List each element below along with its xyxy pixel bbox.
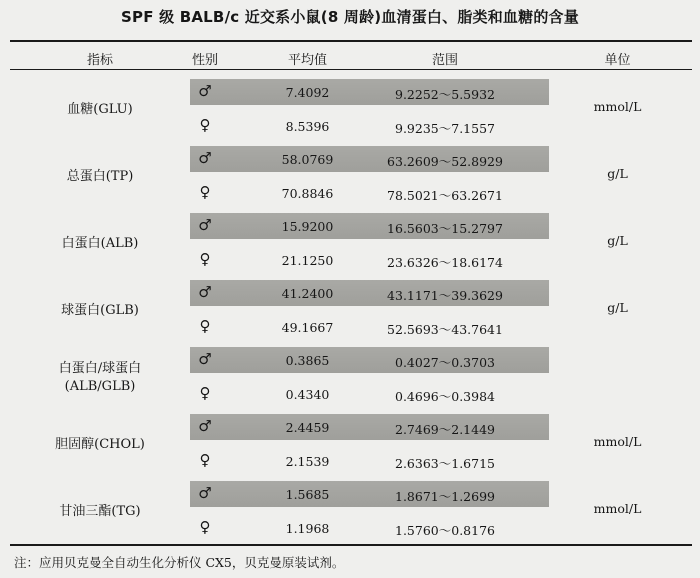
male-mean: 41.2400 xyxy=(281,286,334,301)
indicator-label: 血糖(GLU) xyxy=(67,102,133,117)
indicator-label: 总蛋白(TP) xyxy=(66,169,134,184)
header-rule xyxy=(10,69,692,70)
unit-label: mmol/L xyxy=(593,99,642,114)
male-range: 1.8671～1.2699 xyxy=(395,489,495,504)
unit-label: g/L xyxy=(607,300,628,315)
male-range: 2.7469～2.1449 xyxy=(395,422,495,437)
unit-label: g/L xyxy=(607,166,628,181)
female-symbol: ♀ xyxy=(199,183,211,201)
female-symbol: ♀ xyxy=(199,116,211,134)
female-range: 52.5693～43.7641 xyxy=(387,322,503,337)
male-symbol: ♂ xyxy=(198,283,212,301)
male-range: 63.2609～52.8929 xyxy=(387,154,503,169)
indicator-label: 球蛋白(GLB) xyxy=(61,303,139,318)
male-mean: 58.0769 xyxy=(281,152,334,167)
male-symbol: ♂ xyxy=(198,350,212,368)
male-mean: 7.4092 xyxy=(285,85,330,100)
male-range: 0.4027～0.3703 xyxy=(395,355,495,370)
female-range: 2.6363～1.6715 xyxy=(395,456,495,471)
indicator-label: 甘油三酯(TG) xyxy=(59,504,141,519)
indicator-name xyxy=(30,503,170,521)
female-mean: 21.1250 xyxy=(281,253,334,268)
female-symbol: ♀ xyxy=(199,317,211,335)
female-mean: 0.4340 xyxy=(285,387,330,402)
female-symbol: ♀ xyxy=(199,451,211,469)
female-mean: 2.1539 xyxy=(285,454,330,469)
male-symbol: ♂ xyxy=(198,216,212,234)
female-symbol: ♀ xyxy=(199,384,211,402)
male-mean: 15.9200 xyxy=(281,219,334,234)
female-mean: 8.5396 xyxy=(285,119,330,134)
female-symbol: ♀ xyxy=(199,518,211,536)
indicator-name xyxy=(30,168,170,186)
indicator-label: 白蛋白/球蛋白 xyxy=(58,361,142,376)
female-range: 23.6326～18.6174 xyxy=(387,255,503,270)
male-range: 16.5603～15.2797 xyxy=(387,221,503,236)
header-range: 范围 xyxy=(431,53,458,68)
indicator-name xyxy=(30,101,170,119)
male-range: 43.1171～39.3629 xyxy=(387,288,503,303)
female-range: 78.5021～63.2671 xyxy=(387,188,503,203)
unit-label: mmol/L xyxy=(593,434,642,449)
male-symbol: ♂ xyxy=(198,82,212,100)
indicator-label: 白蛋白(ALB) xyxy=(61,236,139,251)
female-mean: 70.8846 xyxy=(281,186,334,201)
header-unit: 单位 xyxy=(604,53,631,68)
indicator-name xyxy=(30,360,170,396)
male-range: 9.2252～5.5932 xyxy=(395,87,495,102)
indicator-label: 胆固醇(CHOL) xyxy=(55,437,145,452)
female-range: 9.9235～7.1557 xyxy=(395,121,495,136)
female-mean: 49.1667 xyxy=(281,320,334,335)
male-symbol: ♂ xyxy=(198,149,212,167)
female-range: 0.4696～0.3984 xyxy=(395,389,495,404)
header-sex: 性别 xyxy=(191,53,218,68)
table-note: 注：应用贝克曼全自动生化分析仪 CX5，贝克曼原装试剂。 xyxy=(14,555,345,570)
top-rule xyxy=(10,40,692,42)
indicator-name xyxy=(30,302,170,320)
female-range: 1.5760～0.8176 xyxy=(395,523,495,538)
male-mean: 0.3865 xyxy=(285,353,330,368)
female-mean: 1.1968 xyxy=(285,521,330,536)
male-mean: 1.5685 xyxy=(285,487,330,502)
indicator-name xyxy=(30,436,170,454)
male-symbol: ♂ xyxy=(198,484,212,502)
male-symbol: ♂ xyxy=(198,417,212,435)
female-symbol: ♀ xyxy=(199,250,211,268)
male-mean: 2.4459 xyxy=(285,420,330,435)
indicator-name xyxy=(30,235,170,253)
bottom-rule xyxy=(10,544,692,546)
unit-label: mmol/L xyxy=(593,501,642,516)
unit-label: g/L xyxy=(607,233,628,248)
indicator-abbrev: (ALB/GLB) xyxy=(64,379,136,394)
table-title: SPF 级 BALB/c 近交系小鼠(8 周龄)血清蛋白、脂类和血糖的含量 xyxy=(121,8,579,26)
header-mean: 平均值 xyxy=(287,53,327,68)
header-indicator: 指标 xyxy=(86,53,113,68)
